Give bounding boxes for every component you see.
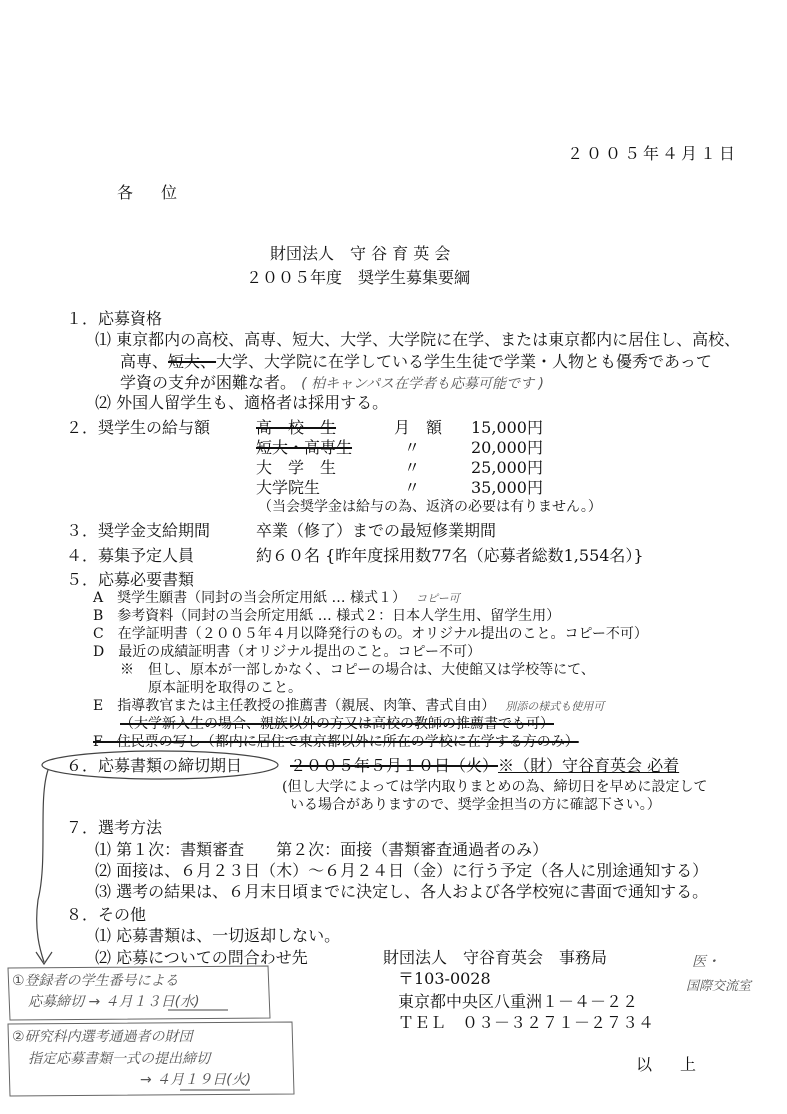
- doc-item-e-text: E 指導教官または主任教授の推薦書（親展、肉筆、書式自由）: [93, 698, 496, 714]
- handwritten-note-1a: ①登録者の学生番号による: [12, 973, 179, 989]
- handwritten-note-2a: ②研究科内選考通過者の財団: [12, 1029, 193, 1045]
- s7-item-3: ⑶ 選考の結果は、６月末日頃までに決定し、各人および各学校宛に書面で通知する。: [95, 882, 709, 901]
- section-4-heading: ４．募集予定人員: [66, 546, 195, 565]
- doc-item-f-struck: F 住民票の写し（都内に居住で東京都以外に所在の学校に在学する方のみ）: [93, 734, 579, 750]
- stipend-row: [256, 458, 541, 478]
- stipend-category: 短大・高専生: [256, 438, 353, 457]
- contact-address: 東京都中央区八重洲１－４－２２: [398, 992, 639, 1011]
- stipend-amount: 15,000円: [471, 418, 543, 437]
- struck-text: 短大、: [168, 352, 217, 371]
- section-6-heading: ６．応募書類の締切期日: [66, 756, 243, 775]
- contact-zip: 〒103-0028: [398, 969, 491, 988]
- deadline-note-2: いる場合がありますので、奨学金担当の方に確認下さい。）: [290, 797, 661, 813]
- stipend-amount: 25,000円: [471, 458, 543, 477]
- section-2-heading: ２．奨学生の給与額: [66, 418, 211, 437]
- doc-item-a-text: A 奨学生願書（同封の当会所定用紙 … 様式１）: [93, 590, 407, 606]
- doc-item-e: [93, 697, 604, 716]
- section-5-heading: ５．応募必要書類: [66, 570, 195, 589]
- s8-item-1: ⑴ 応募書類は、一切返却しない。: [95, 926, 341, 945]
- section-1-heading: １．応募資格: [66, 309, 163, 328]
- organization-name: 財団法人 守 谷 育 英 会: [270, 244, 451, 263]
- handwritten-note-1b: 応募締切 → ４月１３日(水): [28, 994, 200, 1010]
- contact-tel: ＴＥＬ ０３－３２７１－２７３４: [398, 1013, 655, 1032]
- handwritten-note: コピー可: [416, 592, 460, 605]
- support-period: 卒業（修了）までの最短修業期間: [256, 521, 497, 540]
- doc-item-e-struck: （大学新入生の場合、親族以外の方又は高校の教師の推薦書でも可）: [120, 716, 554, 732]
- issue-date: ２００５年４月１日: [567, 144, 739, 163]
- handwritten-note: ( 柏キャンパス在学者も応募可能です ): [301, 376, 544, 392]
- addressee: 各 位: [117, 183, 184, 202]
- planned-number: 約６０名 {昨年度採用数77名（応募者総数1,554名）}: [256, 546, 644, 565]
- stipend-row: [256, 418, 541, 438]
- stipend-amount: 20,000円: [471, 438, 543, 457]
- s1-item-1-line-2: [120, 352, 712, 372]
- doc-item-a: [93, 589, 460, 608]
- handwritten-note-2c: → ４月１９日(火): [140, 1072, 252, 1088]
- stipend-label: 〃: [404, 438, 421, 457]
- section-7-heading: ７．選考方法: [66, 818, 163, 837]
- doc-item-d: D 最近の成績証明書（オリジナル提出のこと。コピー不可）: [93, 644, 481, 660]
- stipend-label: 月 額: [394, 418, 443, 437]
- stipend-row: [256, 478, 541, 498]
- handwritten-note: 別添の様式も使用可: [505, 700, 605, 713]
- s7-item-1: ⑴ 第１次：書類審査 第２次：面接（書類審査通過者のみ）: [95, 840, 549, 859]
- stipend-category: 高 校 生: [256, 418, 337, 437]
- s8-item-2: ⑵ 応募についての問合わせ先: [95, 948, 308, 967]
- s7-item-2: ⑵ 面接は、６月２３日（木）～６月２４日（金）に行う予定（各人に別途通知する）: [95, 861, 709, 880]
- stipend-row: [256, 438, 541, 458]
- handwritten-side-2: 国際交流室: [686, 979, 752, 994]
- deadline: [290, 756, 679, 776]
- doc-item-c: C 在学証明書（２００５年４月以降発行のもの。オリジナル提出のこと。コピー不可）: [93, 626, 648, 642]
- arrow-head: [36, 952, 52, 964]
- s1-text: 学資の支弁が困難な者。: [120, 373, 297, 392]
- section-8-heading: ８．その他: [66, 905, 147, 924]
- doc-item-b: B 参考資料（同封の当会所定用紙 … 様式２：日本人学生用、留学生用）: [93, 608, 561, 624]
- deadline-note-1: (但し大学によっては学内取りまとめの為、締切日を早めに設定して: [282, 779, 708, 795]
- deadline-note: ※（財）守谷育英会 必着: [498, 756, 680, 775]
- stipend-category: 大学院生: [256, 478, 321, 497]
- s1-item-1-line-3: [120, 373, 544, 393]
- doc-item-d-note-1: ※ 但し、原本が一部しかなく、コピーの場合は、大使館又は学校等にて、: [120, 662, 595, 678]
- closing: 以 上: [636, 1055, 703, 1074]
- stipend-label: 〃: [404, 458, 421, 477]
- stipend-category: 大 学 生: [256, 458, 337, 477]
- s1-item-1-line-1: ⑴ 東京都内の高校、高専、短大、大学、大学院に在学、または東京都内に居住し、高校、: [95, 330, 741, 349]
- s1-text: 大学、大学院に在学している学生生徒で学業・人物とも優秀であって: [216, 352, 712, 371]
- stipend-label: 〃: [404, 478, 421, 497]
- contact-org: 財団法人 守谷育英会 事務局: [383, 948, 608, 967]
- s1-text: 高専、: [120, 352, 169, 371]
- struck-deadline: ２００５年５月１０日（火）: [290, 756, 499, 775]
- stipend-note: （当会奨学金は給与の為、返済の必要は有りません。）: [258, 499, 602, 515]
- handwritten-note-2b: 指定応募書類一式の提出締切: [28, 1051, 210, 1067]
- doc-item-d-note-2: 原本証明を取得のこと。: [148, 680, 302, 696]
- section-3-heading: ３．奨学金支給期間: [66, 521, 211, 540]
- stipend-amount: 35,000円: [471, 478, 543, 497]
- arrow-line: [37, 770, 48, 962]
- s1-item-2: ⑵ 外国人留学生も、適格者は採用する。: [95, 393, 389, 412]
- handwritten-side-1: 医・: [692, 954, 720, 970]
- document-title: ２００５年度 奨学生募集要綱: [246, 268, 471, 287]
